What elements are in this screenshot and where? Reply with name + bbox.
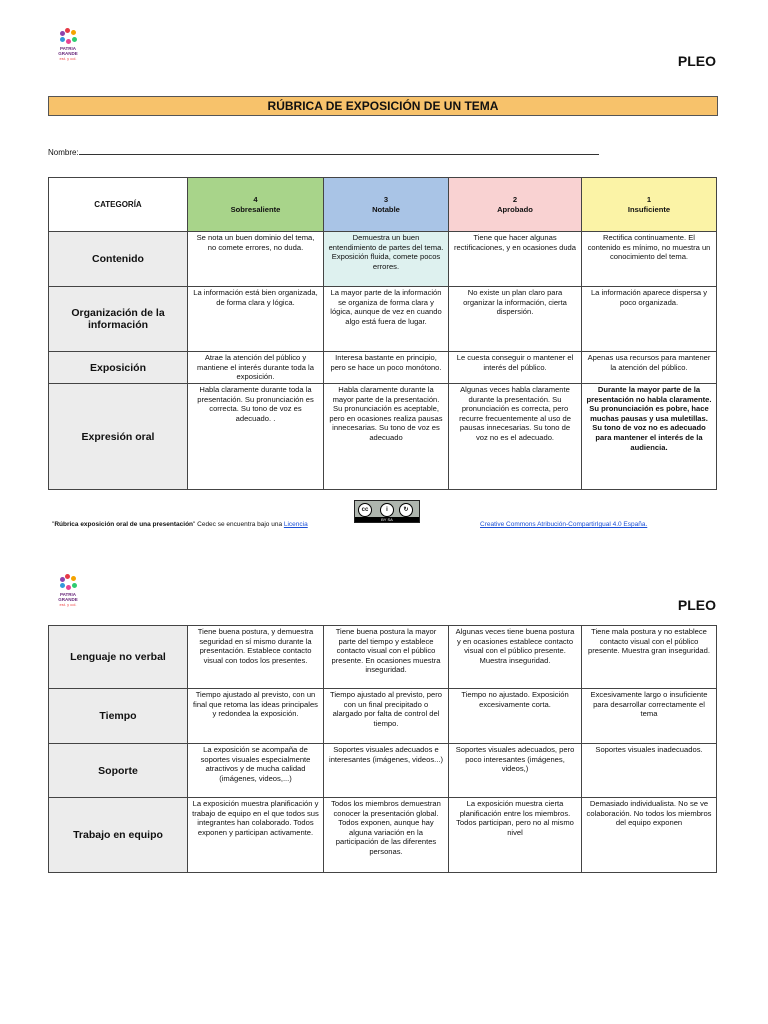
table-row (49, 287, 717, 352)
logo-text-1: PATRIA (59, 46, 77, 51)
table-cell: Soportes visuales inadecuados. (582, 744, 717, 798)
rubric-table-2 (48, 625, 717, 873)
table-cell: Soportes visuales adecuados, pero poco interesantes (imágenes, videos,) (449, 744, 582, 798)
table-cell: No existe un plan claro para organizar la información, cierta dispersión. (449, 287, 582, 352)
table-row (49, 689, 717, 744)
table-cell: Tiempo no ajustado. Exposición excesivamente corta. (449, 689, 582, 744)
cc-icon: cc (358, 503, 372, 517)
work-title: Rúbrica exposición oral de una presentación (54, 521, 194, 528)
table-cell: Se nota un buen dominio del tema, no comete errores, no duda. (188, 232, 324, 287)
category-cell: Tiempo (49, 689, 188, 744)
table-cell: Tiempo ajustado al previsto, con un final que retoma las ideas principales y redondea la exposición. (188, 689, 324, 744)
patria-grande-logo (54, 28, 82, 64)
table-cell: La mayor parte de la información se organiza de forma clara y lógica, aunque de vez en cuando algo está fuera de lugar. (324, 287, 449, 352)
license-text: "Rúbrica exposición oral de una presentación" Cedec se encuentra bajo una Licencia (52, 521, 308, 528)
table-cell: La información está bien organizada, de forma clara y lógica. (188, 287, 324, 352)
category-cell: Contenido (49, 232, 188, 287)
table-cell: Apenas usa recursos para mantener la atención del público. (582, 352, 717, 384)
cc-label: BY SA (355, 517, 419, 522)
category-cell: Lenguaje no verbal (49, 626, 188, 689)
category-header: CATEGORÍA (49, 178, 188, 232)
sa-icon: ↻ (399, 503, 413, 517)
level-2-header: 2 Aprobado (449, 178, 582, 232)
cc-license-link[interactable]: Creative Commons Atribución-CompartirIgual 4.0 España. (480, 521, 648, 528)
logo-dots-icon (58, 574, 78, 590)
table-cell: Demasiado individualista. No se ve colaboración. No todos los miembros del equipo exponen (582, 798, 717, 873)
table-cell: Excesivamente largo o insuficiente para desarrollar correctamente el tema (582, 689, 717, 744)
table-cell: Rectifica continuamente. El contenido es mínimo, no muestra un conocimiento del tema. (582, 232, 717, 287)
table-cell: Atrae la atención del público y mantiene el interés durante toda la exposición. (188, 352, 324, 384)
pleo-label: PLEO (677, 597, 716, 613)
table-cell: Le cuesta conseguir o mantener el interés del público. (449, 352, 582, 384)
nombre-line[interactable] (79, 146, 599, 155)
nombre-field[interactable] (48, 146, 599, 157)
table-cell: Demuestra un buen entendimiento de partes del tema. Exposición fluida, comete pocos errores. (324, 232, 449, 287)
by-icon: i (380, 503, 394, 517)
logo-text-1: PATRIA (59, 592, 77, 597)
license-link-2-wrap (480, 521, 647, 528)
category-cell: Organización de la información (49, 287, 188, 352)
category-cell: Expresión oral (49, 384, 188, 490)
page-title: RÚBRICA DE EXPOSICIÓN DE UN TEMA (48, 96, 718, 116)
patria-grande-logo (54, 574, 82, 610)
nombre-label: Nombre: (48, 148, 79, 157)
level-3-header: 3 Notable (324, 178, 449, 232)
table-cell: La información aparece dispersa y poco organizada. (582, 287, 717, 352)
category-cell: Exposición (49, 352, 188, 384)
table-row (49, 384, 717, 490)
table-row (49, 626, 717, 689)
license-link[interactable]: Licencia (283, 521, 308, 528)
table-cell: Algunas veces tiene buena postura y en ocasiones establece contacto visual con el público presente. Muestra inseguridad. (449, 626, 582, 689)
table-cell: Habla claramente durante toda la presentación. Su pronunciación es correcta. Su tono de voz es adecuado. . (188, 384, 324, 490)
table-cell: Tiene buena postura, y demuestra seguridad en sí mismo durante la presentación. Establece contacto visual con todos los presentes. (188, 626, 324, 689)
table-cell: Tiene que hacer algunas rectificaciones, y en ocasiones duda (449, 232, 582, 287)
category-cell: Trabajo en equipo (49, 798, 188, 873)
table-row (49, 744, 717, 798)
logo-text-3: est. y col. (59, 56, 77, 61)
logo-text-2: GRANDE (58, 51, 78, 56)
rubric-table-1 (48, 177, 717, 490)
table-cell: Todos los miembros demuestran conocer la presentación global. Todos exponen, aunque hay alguna variación en la participación de las diferentes personas. (324, 798, 449, 873)
table-cell: Interesa bastante en principio, pero se hace un poco monótono. (324, 352, 449, 384)
table-cell: Tiene mala postura y no establece contacto visual con el público presente. Muestra gran inseguridad. (582, 626, 717, 689)
category-cell: Soporte (49, 744, 188, 798)
logo-text-3: est. y col. (59, 602, 77, 607)
table-cell: Algunas veces habla claramente durante la presentación. Su pronunciación es correcta, pero recurre frecuentemente al uso de pausas innecesarias. Su tono de voz no es el adecuado. (449, 384, 582, 490)
pleo-label: PLEO (677, 53, 716, 69)
table-cell: La exposición muestra planificación y trabajo de equipo en el que todos sus integrantes han colaborado. Todos exponen y participan activamente. (188, 798, 324, 873)
table-row (49, 352, 717, 384)
table-cell: Durante la mayor parte de la presentación no habla claramente. Su pronunciación es pobre, hace muchas pausas y usa muletillas. Su tono de voz no es adecuado para mantener el interés de la audiencia. (582, 384, 717, 490)
creative-commons-badge[interactable] (354, 500, 420, 523)
level-4-header: 4 Sobresaliente (188, 178, 324, 232)
table-cell: Tiene buena postura la mayor parte del tiempo y establece contacto visual con el público presente. En ocasiones muestra inseguridad. (324, 626, 449, 689)
logo-text-2: GRANDE (58, 597, 78, 602)
table-cell: La exposición muestra cierta planificación entre los miembros. Todos participan, pero no al mismo nivel (449, 798, 582, 873)
table-row (49, 232, 717, 287)
table-cell: Tiempo ajustado al previsto, pero con un final precipitado o alargado por falta de control del tiempo. (324, 689, 449, 744)
table-cell: Soportes visuales adecuados e interesantes (imágenes, videos...) (324, 744, 449, 798)
table-cell: Habla claramente durante la mayor parte de la presentación. Su pronunciación es aceptable, pero en ocasiones realiza pausas innecesarias. Su tono de voz es adecuado (324, 384, 449, 490)
table-row (49, 798, 717, 873)
level-1-header: 1 Insuficiente (582, 178, 717, 232)
table-cell: La exposición se acompaña de soportes visuales especialmente atractivos y de mucha calidad (imágenes, videos,...) (188, 744, 324, 798)
logo-dots-icon (58, 28, 78, 44)
table-header-row (49, 178, 717, 232)
